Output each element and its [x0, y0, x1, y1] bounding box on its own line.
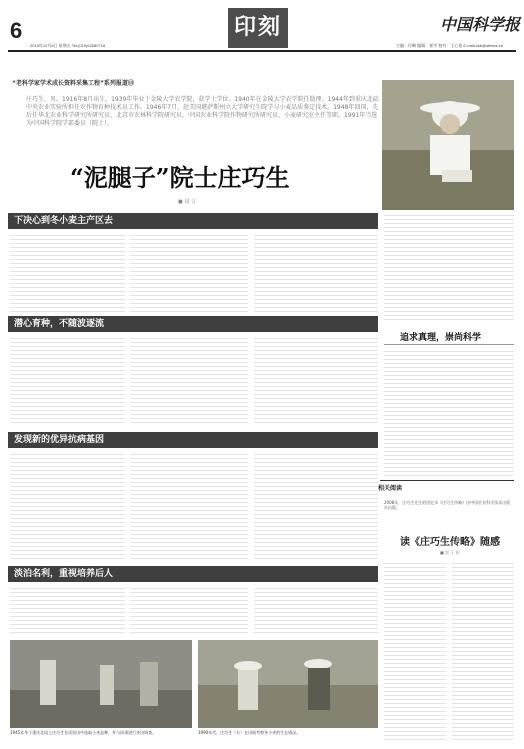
body-text-block — [384, 348, 514, 478]
divider — [380, 480, 514, 481]
body-text-block — [254, 335, 378, 425]
portrait-photo — [382, 80, 514, 210]
body-text-block — [130, 232, 248, 314]
body-text-block — [384, 212, 514, 322]
series-label: “老科学家学术成长资料采集工程”系列报道⑬ — [12, 80, 134, 87]
portrait-illustration — [382, 80, 514, 210]
body-text-block — [254, 232, 378, 314]
page-number: 6 — [10, 18, 23, 43]
section-heading-1: 下决心到冬小麦主产区去 — [8, 213, 378, 229]
related-label: 相关阅读 — [378, 485, 403, 492]
related-intro: 2008年，庄巧生先生的回忆录《庄巧生传略》由中国农业科学技术出版社出版。 — [384, 500, 511, 510]
masthead-logo: 中国科学报 — [440, 15, 521, 34]
body-text-block — [254, 585, 378, 635]
photo-field-right — [198, 640, 378, 728]
column-banner: 印刻 — [228, 8, 288, 48]
divider — [384, 344, 514, 345]
field-photo-illustration — [198, 640, 378, 728]
dateline: 2013年12月6日 星期五 Tel:(010)62580718 — [30, 43, 106, 48]
field-photo-illustration — [10, 640, 192, 728]
body-text-block — [130, 585, 248, 635]
review-byline: ■ 雷 子 东 — [440, 550, 460, 555]
section-heading-5: 追求真理，崇尚科学 — [400, 333, 482, 343]
section-heading-3: 发现新的优异抗病基因 — [8, 432, 378, 448]
editor-line: 主编：付琳 编辑：崔雪 校对：王心怡 E-mail:zkb@stimes.cn — [396, 43, 503, 48]
photo-caption-left: 1945年冬于重庆北碚上庄巧生在试验田中选取小麦品种，并与同事进行麦田调查。 — [10, 730, 157, 735]
body-text-block — [384, 560, 446, 740]
body-text-block — [130, 335, 248, 425]
body-text-block — [130, 451, 248, 561]
review-title: 读《庄巧生传略》随感 — [400, 537, 500, 548]
intro-paragraph: 庄巧生，男，1916年8月出生，1939年毕业于金陵大学农学院，获学士学位。1940年在金陵大学农学院任助理。1944年到重庆北碚中央农业实验所担任农作物育种技术员工作。1946年7月，赴美国堪萨斯州立大学研究生院学习小麦品质鉴定技术。1948年回国，先后任华北农业科学研究所研究员、北京市农林科学院研究员，中国农业科学院作物研究所研究员、小麦研究室主任等职。1991年当选为中国科学院学部委员（院士）。 — [26, 96, 379, 127]
body-text-block — [10, 451, 125, 561]
photo-field-left — [10, 640, 192, 728]
article-title: “泥腿子”院士庄巧生 — [70, 163, 290, 192]
body-text-block — [10, 232, 125, 314]
body-text-block — [452, 560, 514, 740]
byline: ■ 胡 言 — [178, 199, 196, 205]
header-rule — [8, 50, 516, 52]
body-text-block — [254, 451, 378, 561]
section-heading-4: 淡泊名利，重视培养后人 — [8, 566, 378, 582]
body-text-block — [10, 585, 125, 635]
photo-caption-right: 1990年代，庄巧生（右）在田间考察冬小麦的生长情况。 — [198, 730, 301, 735]
section-heading-2: 潜心育种，不随波逐流 — [8, 316, 378, 332]
body-text-block — [10, 335, 125, 425]
